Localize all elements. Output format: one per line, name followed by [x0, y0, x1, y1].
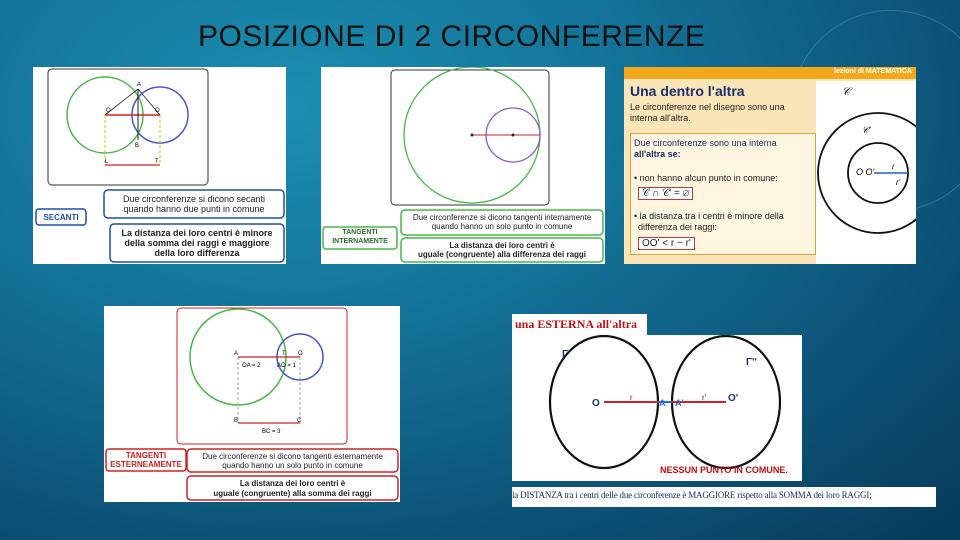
panel4-bc-label: BC = 3	[262, 429, 281, 435]
panel3-bullet1: • non hanno alcun punto in comune:	[634, 173, 778, 183]
panel-una-esterna-footer	[512, 487, 936, 507]
panel5-o1: O	[592, 398, 600, 409]
secanti-rule-line2: della somma dei raggi e maggiore	[124, 238, 270, 248]
tangenti-internamente-rule-line1: La distanza dei loro centri è	[449, 241, 555, 250]
panel5-a1: A	[659, 398, 666, 408]
panel3-intro-line1: Le circonferenze nel disegno sono una	[630, 102, 785, 112]
panel-una-esterna	[512, 335, 802, 481]
panel3-fig-r2-label: r'	[896, 178, 901, 187]
panel3-bullet2-line2: differenza dei raggi:	[638, 222, 717, 232]
panel3-box-line1: Due circonferenze sono una interna	[634, 138, 777, 148]
panel3-box-line2: all'altra se:	[634, 149, 681, 159]
panel3-bullet2-line1: • la distanza tra i centri è minore della	[634, 211, 784, 221]
panel5-footer: la DISTANZA tra i centri delle due circonferenze è MAGGIORE rispetto alla SOMMA dei loro RAGGI;	[512, 490, 872, 500]
tangenti-internamente-def-line1: Due circonferenze si dicono tangenti internamente	[412, 213, 592, 222]
panel5-r2: r'	[702, 393, 707, 402]
secanti-definition-line2: quando hanno due punti in comune	[123, 204, 265, 214]
panel3-intro-line2: interna all'altra.	[630, 113, 691, 123]
panel-tangenti-esternamente	[104, 306, 400, 502]
tangenti-esternamente-label-line1: TANGENTI	[125, 451, 167, 460]
panel3-formula2: OO' < r − r'	[638, 237, 695, 250]
panel4-point-a: A	[234, 351, 239, 357]
point-a-label: A	[137, 82, 142, 88]
panel3-figure	[816, 81, 916, 264]
secanti-definition-line1: Due circonferenze si dicono secanti	[122, 194, 266, 204]
panel4-point-b: B	[234, 418, 239, 424]
panel3-header-text: lezioni di MATEMATICA	[834, 68, 912, 75]
point-l-label: L	[105, 159, 109, 165]
panel3-fig-r-label: r	[892, 162, 895, 171]
panel5-o2: O'	[728, 393, 739, 404]
tangenti-esternamente-def-line1: Due circonferenze si dicono tangenti esternamente	[202, 452, 383, 461]
secanti-label: SECANTI	[43, 213, 79, 222]
tangenti-internamente-label-line1: TANGENTI	[342, 229, 378, 236]
tangenti-internamente-def-line2: quando hanno un solo punto in comune	[431, 222, 573, 231]
panel5-r1: r	[630, 393, 633, 402]
tangenti-internamente-rule-line2: uguale (congruente) alla differenza dei raggi	[417, 250, 587, 259]
panel-una-esterna-header	[512, 314, 647, 335]
panel3-fig-o-label: O O'	[856, 167, 875, 177]
secanti-rule-line1: La distanza dei loro centri è minore	[121, 228, 273, 238]
panel5-header: una ESTERNA all'altra	[515, 317, 638, 331]
panel-secanti	[33, 67, 286, 264]
panel3-fig-c-label: 𝒞	[842, 86, 851, 98]
panel4-oa-label: OA = 2	[242, 363, 261, 369]
point-b-label: B	[135, 143, 140, 149]
point-o1-label: O	[106, 108, 111, 114]
panel5-c1: Γ'	[562, 349, 571, 360]
secanti-rule-line3: della loro differenza	[154, 248, 240, 258]
panel4-point-o: O	[298, 351, 303, 357]
tangenti-esternamente-def-line2: quando hanno un solo punto in comune	[222, 461, 363, 470]
panel3-formula1: 𝒞 ∩ 𝒞' = ∅	[638, 187, 693, 200]
panel5-note: NESSUN PUNTO IN COMUNE.	[660, 465, 788, 475]
panel4-point-c: C	[297, 418, 302, 424]
tangenti-esternamente-figure	[104, 306, 400, 502]
tangenti-esternamente-rule-line1: La distanza dei loro centri è	[239, 479, 346, 488]
panel4-point-t: T	[282, 351, 286, 357]
panel-una-dentro-altra	[624, 67, 916, 264]
panel4-ao-label: AO = 1	[277, 363, 296, 369]
tangenti-esternamente-rule-line2: uguale (congruente) alla somma dei raggi	[213, 489, 372, 498]
panel-tangenti-internamente	[321, 67, 605, 264]
tangenti-esternamente-label-line2: ESTERNEAMENTE	[110, 460, 182, 469]
point-o2-label: O	[155, 108, 160, 114]
panel5-a2: A'	[675, 398, 684, 408]
tangenti-internamente-label-line2: INTERNAMENTE	[332, 238, 388, 245]
panel3-title: Una dentro l'altra	[630, 83, 745, 99]
una-esterna-figure	[512, 335, 802, 481]
panel5-c2: Γ''	[746, 357, 757, 368]
panel3-fig-c2-label: 𝒞'	[862, 125, 871, 135]
point-t-label: T	[155, 159, 159, 165]
slide-title: POSIZIONE DI 2 CIRCONFERENZE	[198, 20, 706, 53]
